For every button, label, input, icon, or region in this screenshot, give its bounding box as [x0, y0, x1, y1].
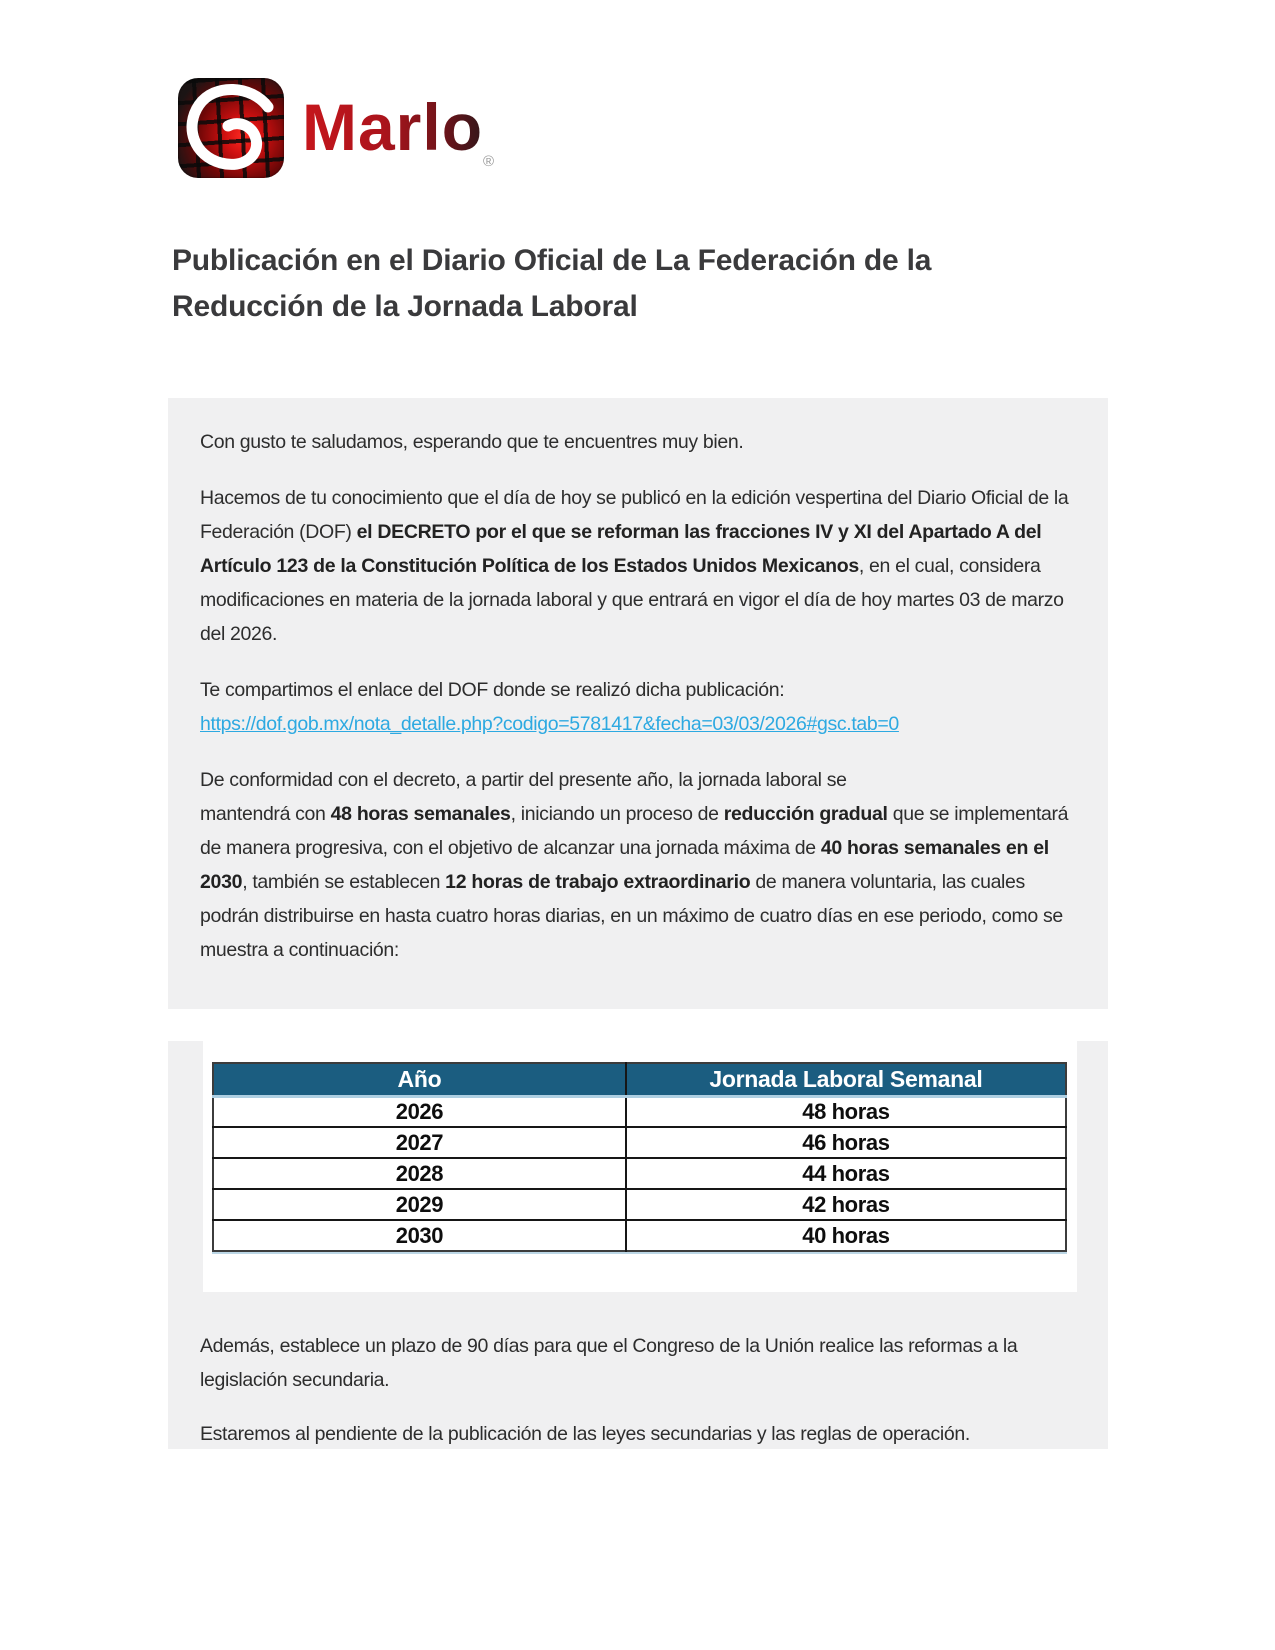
- year-cell: 2029: [213, 1189, 626, 1220]
- dof-link[interactable]: https://dof.gob.mx/nota_detalle.php?codigo=5781417&fecha=03/03/2026#gsc.tab=0: [200, 713, 899, 735]
- header-cell-year: Año: [213, 1063, 626, 1096]
- hours-cell: 42 horas: [626, 1189, 1066, 1220]
- header-cell-weekly-hours: Jornada Laboral Semanal: [626, 1063, 1066, 1096]
- marlo-logo: [178, 75, 518, 193]
- table-row: [213, 1096, 1066, 1127]
- hours-cell: 40 horas: [626, 1220, 1066, 1251]
- registered-trademark-icon: ®: [483, 153, 495, 170]
- year-cell: 2030: [213, 1220, 626, 1251]
- table-row: [213, 1158, 1066, 1189]
- table-header-row: [213, 1063, 1066, 1096]
- hours-cell: 46 horas: [626, 1127, 1066, 1158]
- overtime-bold: 12 horas de trabajo extraordinario: [445, 871, 751, 893]
- link-intro-paragraph: [200, 673, 1076, 741]
- decree-paragraph: [200, 481, 1076, 651]
- schedule-paragraph: De conformidad con el decreto, a partir del presente año, la jornada laboral se mantendrá con 48 horas semanales, iniciando un proceso de reducción gradual que se implementará de manera progresiva, con el objetivo de alcanzar una jornada máxima de 40 horas semanales en el 2030, también se establecen 12 horas de trabajo extraordinario de manera voluntaria, las cuales podrán distribuirse en hasta cuatro horas diarias, en un máximo de cuatro días en ese periodo, como se muestra a continuación:: [200, 769, 1069, 961]
- hours-cell: 48 horas: [626, 1096, 1066, 1127]
- page-title-line1: Publicación en el Diario Oficial de La Federación de la: [172, 244, 932, 277]
- table-box: [168, 1041, 1108, 1449]
- table-row: [213, 1189, 1066, 1220]
- schedule-text-line1: De conformidad con el decreto, a partir del presente año, la jornada laboral se: [200, 769, 847, 791]
- page-title: [172, 238, 1082, 330]
- decree-text-end: , en el cual, considera modificaciones en materia de la jornada laboral y que entrará en vigor el día de hoy martes 03 de marzo del 2026.: [200, 555, 1064, 645]
- greeting-paragraph: Con gusto te saludamos, esperando que te encuentres muy bien.: [200, 431, 744, 453]
- year-cell: 2028: [213, 1158, 626, 1189]
- marlo-swirl-tile-icon: [178, 78, 284, 178]
- schedule-text: mantendrá con: [200, 803, 331, 825]
- hours-cell: 44 horas: [626, 1158, 1066, 1189]
- jornada-table: [212, 1062, 1067, 1252]
- table-panel: [203, 1041, 1077, 1292]
- decree-text: Hacemos de tu conocimiento que el día de hoy se publicó en la edición vespertina del Diario Oficial de la Federación (DOF): [200, 487, 1069, 543]
- deadline-paragraph: Además, establece un plazo de 90 días para que el Congreso de la Unión realice las reformas a la legislación secundaria.: [200, 1335, 1018, 1391]
- page-title-line2: Reducción de la Jornada Laboral: [172, 290, 638, 323]
- table-row: [213, 1127, 1066, 1158]
- hours-48-bold: 48 horas semanales: [330, 803, 511, 825]
- year-cell: 2026: [213, 1096, 626, 1127]
- table-row: [213, 1220, 1066, 1251]
- link-intro-text: Te compartimos el enlace del DOF donde se realizó dicha publicación:: [200, 679, 785, 701]
- closing-paragraph: Estaremos al pendiente de la publicación de las leyes secundarias y las reglas de operación.: [200, 1423, 970, 1445]
- brand-text: Marlo: [302, 87, 483, 167]
- gradual-reduction-bold: reducción gradual: [723, 803, 888, 825]
- hours-40-bold: 40 horas semanales en el 2030: [200, 837, 1049, 893]
- year-cell: 2027: [213, 1127, 626, 1158]
- intro-box: [168, 398, 1108, 1009]
- decree-bold-text: el DECRETO por el que se reforman las fracciones IV y XI del Apartado A del Artículo 123 de la Constitución Política de los Estados Unidos Mexicanos: [200, 521, 1042, 577]
